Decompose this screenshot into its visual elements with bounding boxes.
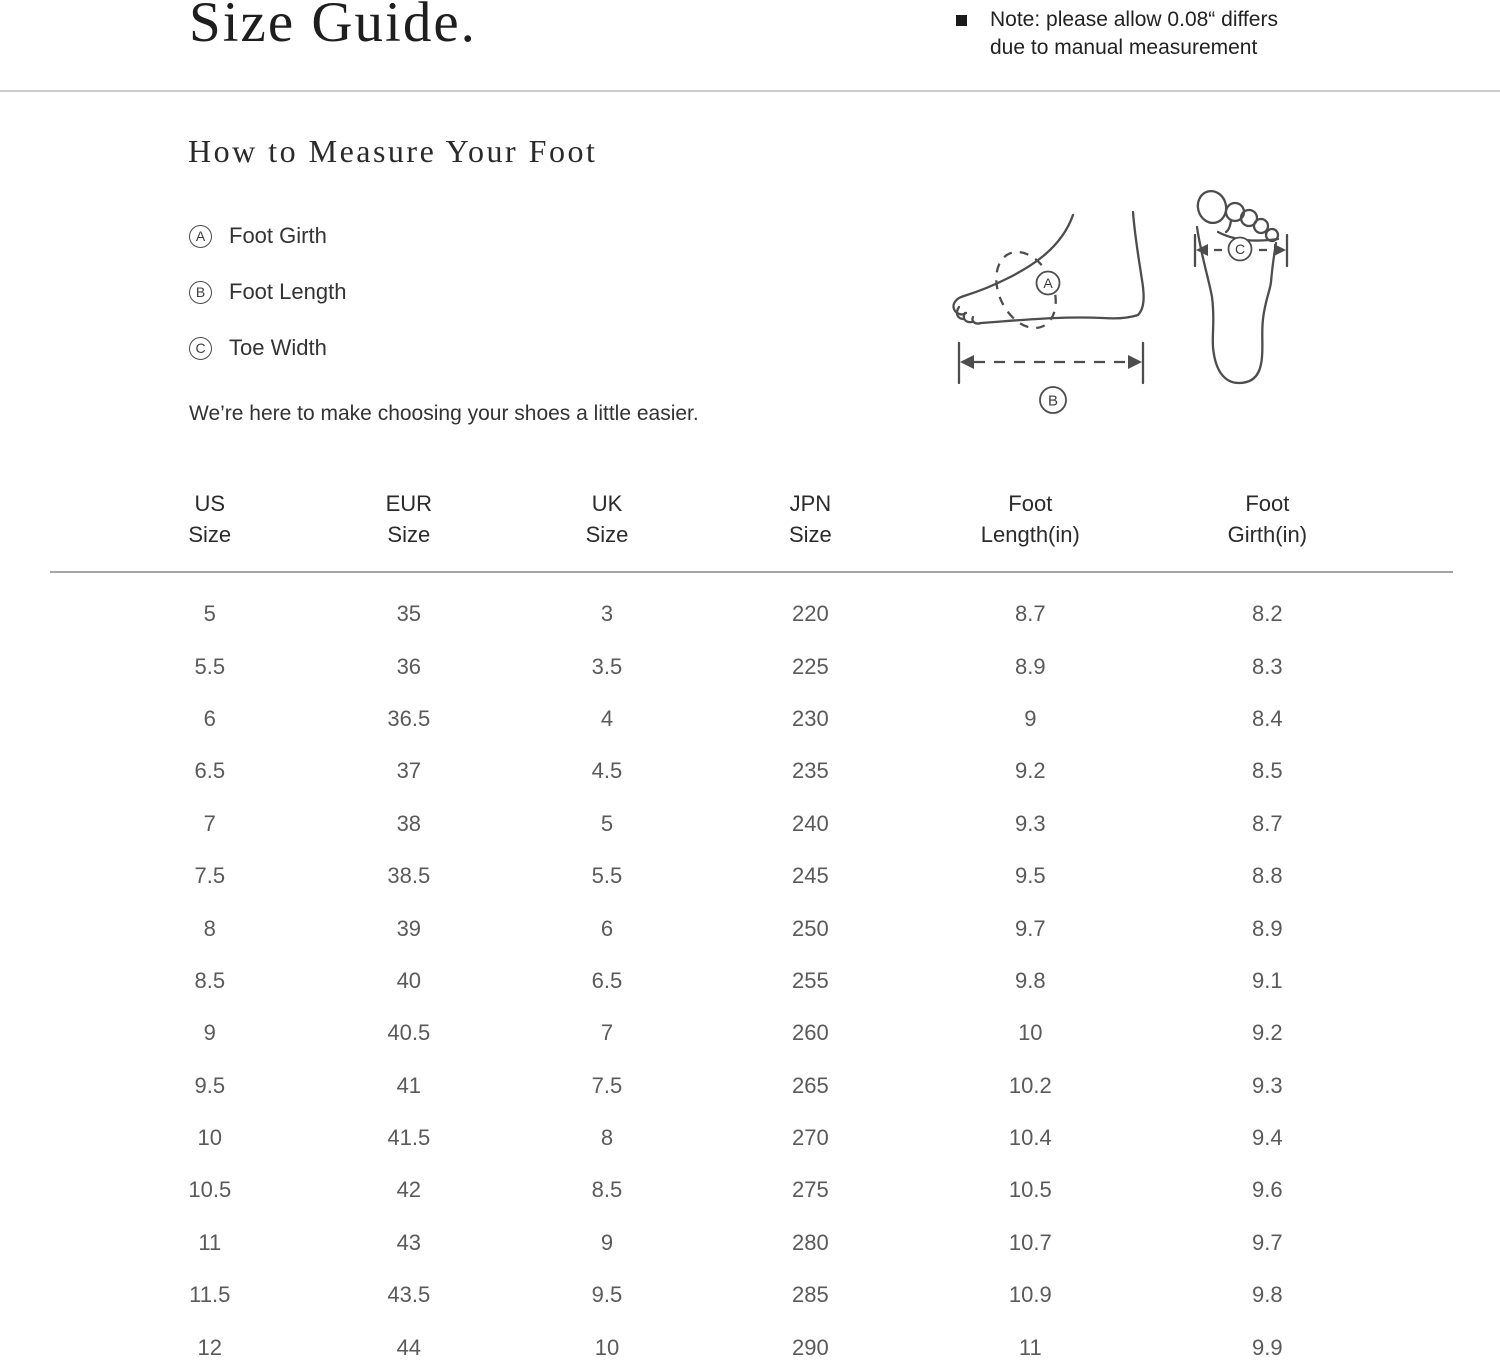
table-cell: 3: [600, 601, 614, 627]
table-cell: 9.1: [1252, 967, 1283, 993]
tagline-text: We’re here to make choosing your shoes a little easier.: [189, 402, 699, 425]
list-item-foot-length: [189, 280, 346, 304]
table-cell: 9.9: [1252, 1334, 1283, 1360]
table-cell: 5: [203, 601, 216, 627]
table-cell: 37: [396, 758, 422, 784]
table-cell: 9.5: [1015, 863, 1046, 889]
circled-a-icon: A: [189, 225, 212, 248]
header-divider: [0, 90, 1500, 92]
diagram-label-b: B: [1047, 392, 1059, 410]
table-cell: 6: [600, 915, 614, 941]
big-toe: [1194, 188, 1229, 226]
table-row: [50, 850, 1453, 902]
table-cell: 36.5: [387, 705, 431, 731]
table-cell: 39: [396, 915, 422, 941]
table-cell: 9.6: [1252, 1177, 1283, 1203]
table-cell: 6: [203, 705, 216, 731]
table-cell: 230: [792, 705, 829, 731]
table-row: [50, 1112, 1453, 1164]
table-cell: 8.5: [194, 967, 226, 993]
table-cell: 40: [396, 967, 422, 993]
diagram-label-a: A: [1043, 275, 1053, 291]
diagram-label-c: C: [1234, 241, 1246, 257]
table-cell: 3.5: [591, 653, 623, 679]
column-header: UK Size: [585, 491, 629, 547]
table-cell: 4: [600, 705, 614, 731]
table-row: [50, 1164, 1453, 1216]
table-cell: 8.2: [1252, 601, 1283, 627]
table-cell: 10.5: [188, 1177, 232, 1203]
table-cell: 9.4: [1252, 1125, 1283, 1151]
table-cell: 275: [792, 1177, 829, 1203]
table-cell: 9.3: [1015, 810, 1046, 836]
table-cell: 9.2: [1015, 758, 1046, 784]
arrowhead-left-icon: [960, 355, 974, 369]
table-cell: 7.5: [194, 863, 226, 889]
table-row: [50, 1269, 1453, 1321]
table-cell: 9.5: [591, 1282, 623, 1308]
ball-line: [1218, 232, 1278, 241]
table-cell: 235: [792, 758, 829, 784]
table-cell: 8.8: [1252, 863, 1283, 889]
table-cell: 8.9: [1015, 653, 1046, 679]
table-row: [50, 902, 1453, 954]
table-cell: 8.5: [591, 1177, 623, 1203]
table-row: [50, 955, 1453, 1007]
table-cell: 9: [1024, 705, 1037, 731]
table-cell: 9.8: [1252, 1282, 1283, 1308]
table-row: [50, 1217, 1453, 1269]
table-row: [50, 693, 1453, 745]
table-cell: 38: [396, 810, 422, 836]
table-cell: 44: [396, 1334, 422, 1360]
foot-side-diagram: [948, 188, 1154, 418]
list-item-toe-width: [189, 336, 346, 360]
table-row: [50, 588, 1453, 640]
size-conversion-table: [50, 488, 1453, 1361]
table-cell: 10.4: [1008, 1125, 1052, 1151]
table-row: [50, 640, 1453, 692]
table-cell: 9.2: [1252, 1020, 1283, 1046]
table-cell: 43.5: [387, 1282, 431, 1308]
section-heading: How to Measure Your Foot: [188, 133, 598, 169]
column-header: US Size: [188, 491, 232, 547]
table-cell: 8.5: [1252, 758, 1283, 784]
table-cell: 8: [600, 1125, 614, 1151]
note-line-2: due to manual measurement: [990, 36, 1258, 59]
size-table-body: [50, 573, 1453, 1361]
table-cell: 4.5: [591, 758, 623, 784]
table-cell: 12: [197, 1334, 223, 1360]
measurement-note: [956, 6, 1278, 62]
table-cell: 10: [197, 1125, 223, 1151]
table-row: [50, 1007, 1453, 1059]
table-cell: 7: [600, 1020, 614, 1046]
table-cell: 240: [792, 810, 829, 836]
table-cell: 11: [1018, 1334, 1042, 1360]
list-item-label: Foot Girth: [229, 223, 327, 248]
table-cell: 7.5: [591, 1072, 623, 1098]
table-cell: 250: [792, 915, 829, 941]
table-cell: 290: [792, 1334, 829, 1360]
note-text: [990, 6, 1278, 62]
table-cell: 5: [600, 810, 614, 836]
table-cell: 9.8: [1015, 967, 1046, 993]
table-cell: 11: [198, 1229, 222, 1255]
table-cell: 9.5: [194, 1072, 226, 1098]
list-item-foot-girth: [189, 224, 346, 248]
table-cell: 265: [792, 1072, 829, 1098]
note-line-1: Note: please allow 0.08“ differs: [990, 8, 1278, 31]
table-cell: 9: [600, 1229, 614, 1255]
toe: [1254, 219, 1268, 233]
sole-line: [981, 315, 1138, 323]
table-cell: 270: [792, 1125, 829, 1151]
table-cell: 10: [1018, 1020, 1043, 1046]
column-header: Foot Girth(in): [1227, 491, 1308, 547]
table-cell: 42: [396, 1177, 422, 1203]
table-cell: 7: [203, 810, 216, 836]
table-row: [50, 1060, 1453, 1112]
table-row: [50, 1321, 1453, 1361]
column-header: Foot Length(in): [980, 491, 1080, 547]
table-cell: 245: [792, 863, 829, 889]
list-item-label: Foot Length: [229, 279, 347, 304]
table-cell: 8: [203, 915, 216, 941]
table-row: [50, 745, 1453, 797]
table-cell: 9.7: [1252, 1229, 1283, 1255]
table-cell: 10.7: [1008, 1229, 1052, 1255]
toe-curl: [964, 313, 972, 322]
table-cell: 36: [396, 653, 422, 679]
table-cell: 280: [792, 1229, 829, 1255]
heel-line: [1133, 212, 1144, 315]
circled-c-icon: C: [189, 337, 212, 360]
foot-bottom-diagram: [1185, 185, 1295, 390]
table-cell: 9: [203, 1020, 216, 1046]
table-cell: 5.5: [591, 863, 623, 889]
table-cell: 6.5: [194, 758, 226, 784]
table-cell: 285: [792, 1282, 829, 1308]
table-cell: 40.5: [387, 1020, 431, 1046]
size-table-header-row: [50, 488, 1453, 550]
table-cell: 41: [396, 1072, 422, 1098]
table-row: [50, 798, 1453, 850]
table-cell: 38.5: [387, 863, 431, 889]
table-cell: 10.9: [1008, 1282, 1052, 1308]
list-item-label: Toe Width: [229, 335, 327, 360]
circled-b-icon: B: [189, 281, 212, 304]
square-bullet-icon: [956, 15, 967, 26]
toe-separator: [1226, 221, 1231, 232]
toe-curl: [953, 296, 966, 314]
table-cell: 10.5: [1008, 1177, 1052, 1203]
toe-curl: [972, 317, 981, 324]
table-cell: 8.7: [1015, 601, 1046, 627]
arrowhead-right-icon: [1274, 244, 1286, 256]
table-cell: 8.3: [1252, 653, 1283, 679]
table-cell: 41.5: [387, 1125, 431, 1151]
table-cell: 10.2: [1008, 1072, 1052, 1098]
table-cell: 220: [792, 601, 829, 627]
table-cell: 6.5: [591, 967, 623, 993]
table-cell: 260: [792, 1020, 829, 1046]
arrowhead-right-icon: [1128, 355, 1142, 369]
table-cell: 8.4: [1252, 705, 1283, 731]
table-cell: 8.9: [1252, 915, 1283, 941]
table-cell: 11.5: [189, 1282, 231, 1308]
table-cell: 5.5: [194, 653, 226, 679]
table-cell: 35: [396, 601, 422, 627]
measure-list: [189, 224, 346, 392]
column-header: JPN Size: [789, 491, 832, 547]
column-header: EUR Size: [385, 491, 433, 547]
table-cell: 225: [792, 653, 829, 679]
table-cell: 9.7: [1015, 915, 1046, 941]
table-cell: 43: [396, 1229, 422, 1255]
table-cell: 255: [792, 967, 829, 993]
table-cell: 10: [594, 1334, 620, 1360]
page-title: Size Guide.: [189, 0, 477, 54]
table-cell: 9.3: [1252, 1072, 1283, 1098]
table-cell: 8.7: [1252, 810, 1283, 836]
